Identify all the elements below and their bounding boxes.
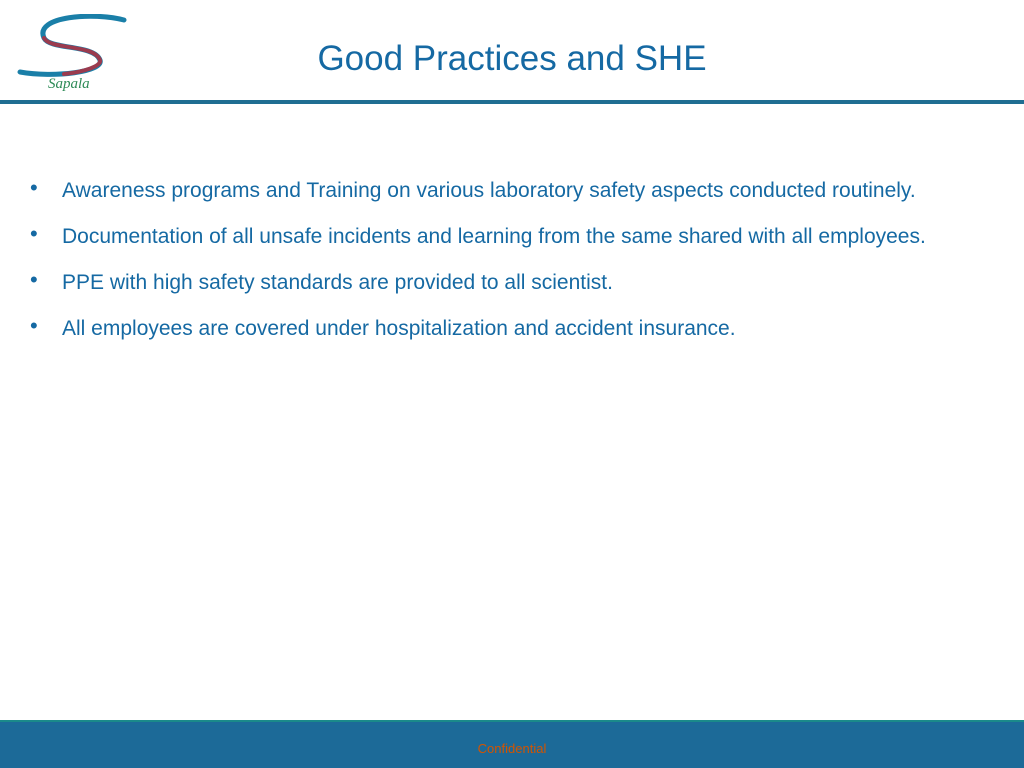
bullet-icon: • xyxy=(30,221,38,246)
bullet-text: All employees are covered under hospitalization and accident insurance. xyxy=(62,317,736,340)
bullet-list xyxy=(30,168,990,352)
list-item xyxy=(30,214,990,260)
list-item xyxy=(30,306,990,352)
page-title: Good Practices and SHE xyxy=(317,39,707,78)
bullet-text: Documentation of all unsafe incidents and learning from the same shared with all employees. xyxy=(62,225,926,248)
header-divider xyxy=(0,100,1024,104)
footer-bar xyxy=(0,720,1024,768)
bullet-icon: • xyxy=(30,267,38,292)
list-item xyxy=(30,260,990,306)
svg-text:Sapala: Sapala xyxy=(48,76,90,92)
bullet-text: PPE with high safety standards are provided to all scientist. xyxy=(62,271,613,294)
bullet-icon: • xyxy=(30,313,38,338)
bullet-icon: • xyxy=(30,175,38,200)
confidential-label: Confidential xyxy=(477,741,547,756)
list-item xyxy=(30,168,990,214)
bullet-text: Awareness programs and Training on various laboratory safety aspects conducted routinely. xyxy=(62,179,916,202)
